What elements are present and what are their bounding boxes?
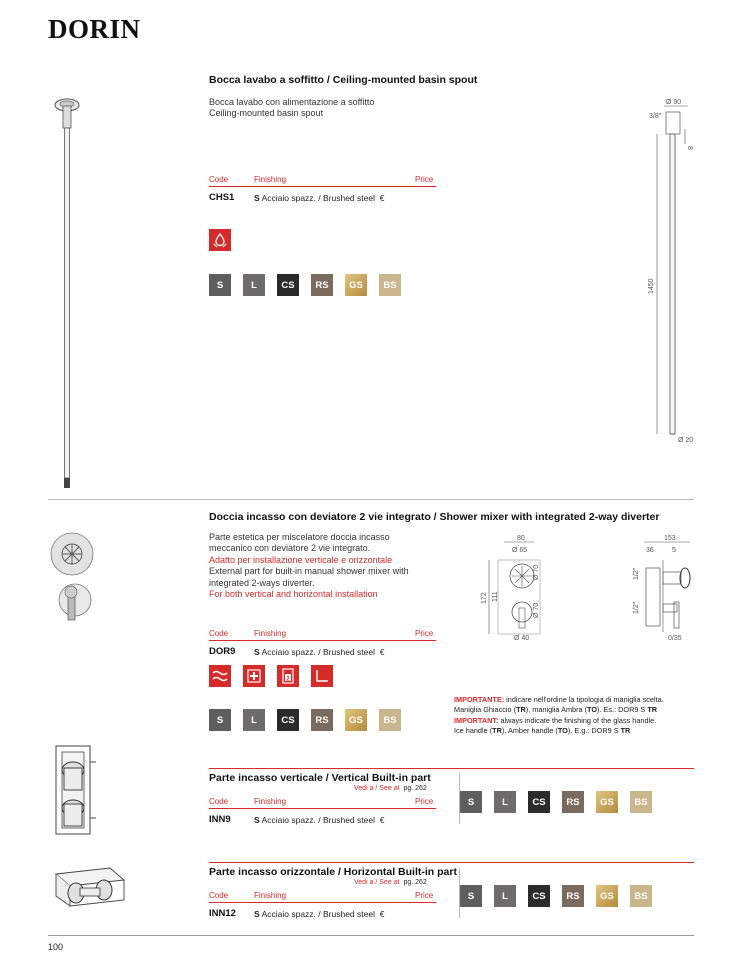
svg-text:111: 111 xyxy=(492,591,499,602)
section-divider xyxy=(48,499,694,500)
finish-swatch-s: S xyxy=(460,791,482,813)
product-description: Parte estetica per miscelatore doccia incasso meccanico con deviatore 2 vie integrato. Adatto per installazione verticale e orizzontale External part for built-in manual shower mixer with integrated 2-ways diverter. For both vertical and horizontal installation xyxy=(209,532,409,600)
finish-swatch-bs: BS xyxy=(630,791,652,813)
finishing-header: Finishing xyxy=(254,891,287,900)
code-header: Code xyxy=(209,175,229,184)
finish-swatches xyxy=(460,885,652,907)
finishing-value: S Acciaio spazz. / Brushed steel € xyxy=(254,815,385,825)
code-header: Code xyxy=(209,797,229,806)
section-divider xyxy=(209,862,694,863)
product-code: INN12 xyxy=(209,908,236,919)
svg-text:1/2": 1/2" xyxy=(633,567,640,580)
finish-swatch-l: L xyxy=(243,709,265,731)
important-note: IMPORTANTE: indicare nell'ordine la tipologia di maniglia scelta. Maniglia Ghiaccio (TR), maniglia Ambra (TO). Es.: DOR9 S TR IMPORTANT: always indicate the finishing of the glass handle. Ice handle (TR), Amber handle (TO). E.g.: DOR9 S TR xyxy=(454,695,664,735)
finish-swatches xyxy=(209,709,401,731)
thermostatic-icon xyxy=(209,665,231,687)
finish-swatches xyxy=(460,791,652,813)
finishing-header: Finishing xyxy=(254,797,287,806)
see-at-reference[interactable]: Vedi a / See at pg. 262 xyxy=(354,879,427,886)
svg-text:Ø 90: Ø 90 xyxy=(666,99,682,106)
price-header: Price xyxy=(415,797,434,806)
finish-swatch-bs: BS xyxy=(379,274,401,296)
svg-text:1450: 1450 xyxy=(648,278,655,294)
code-header: Code xyxy=(209,629,229,638)
finish-swatch-gs: GS xyxy=(596,885,618,907)
product-title: Doccia incasso con deviatore 2 vie integrato / Shower mixer with integrated 2-way diverter xyxy=(209,511,660,523)
svg-text:172: 172 xyxy=(481,592,488,604)
two-way-diverter-icon xyxy=(277,665,299,687)
finish-swatch-l: L xyxy=(494,885,516,907)
svg-text:Ø 20: Ø 20 xyxy=(678,437,694,444)
footer-divider xyxy=(48,935,694,936)
finish-swatch-bs: BS xyxy=(379,709,401,731)
svg-text:1/2": 1/2" xyxy=(633,601,640,614)
finish-swatch-gs: GS xyxy=(596,791,618,813)
ceiling-spout-image xyxy=(52,96,84,492)
section-divider xyxy=(209,768,694,769)
shower-mixer-image xyxy=(48,532,100,624)
product-code: INN9 xyxy=(209,814,231,825)
vertical-builtin-image xyxy=(50,742,100,842)
product-description: Bocca lavabo con alimentazione a soffitto Ceiling-mounted basin spout xyxy=(209,97,375,119)
finish-swatch-cs: CS xyxy=(277,709,299,731)
product-title: Parte incasso orizzontale / Horizontal Built-in part xyxy=(209,866,457,878)
finishing-value: S Acciaio spazz. / Brushed steel € xyxy=(254,193,385,203)
finish-swatch-l: L xyxy=(243,274,265,296)
svg-text:5: 5 xyxy=(672,547,676,554)
finishing-header: Finishing xyxy=(254,629,287,638)
svg-text:8: 8 xyxy=(686,146,693,150)
finish-swatch-gs: GS xyxy=(345,274,367,296)
header-divider xyxy=(209,186,436,187)
finishing-value: S Acciaio spazz. / Brushed steel € xyxy=(254,909,385,919)
finish-swatch-bs: BS xyxy=(630,885,652,907)
finish-swatch-s: S xyxy=(460,885,482,907)
see-at-reference[interactable]: Vedi a / See at pg. 262 xyxy=(354,785,427,792)
finish-swatch-rs: RS xyxy=(562,885,584,907)
svg-text:2: 2 xyxy=(286,676,290,683)
svg-text:Ø 70: Ø 70 xyxy=(533,564,540,580)
header-divider xyxy=(209,808,436,809)
horizontal-builtin-image xyxy=(50,860,130,912)
corner-installation-icon xyxy=(311,665,333,687)
header-divider xyxy=(209,902,436,903)
svg-text:3/8": 3/8" xyxy=(649,113,662,120)
technical-drawing-mixer-side xyxy=(628,532,694,644)
header-divider xyxy=(209,640,436,641)
water-drop-icon xyxy=(209,229,231,251)
product-code: CHS1 xyxy=(209,192,235,203)
finish-swatch-l: L xyxy=(494,791,516,813)
technical-drawing-spout xyxy=(630,96,702,452)
finish-swatch-rs: RS xyxy=(311,709,333,731)
code-header: Code xyxy=(209,891,229,900)
product-title: Parte incasso verticale / Vertical Built-in part xyxy=(209,772,431,784)
finish-swatch-cs: CS xyxy=(528,791,550,813)
finish-swatch-rs: RS xyxy=(562,791,584,813)
finishing-value: S Acciaio spazz. / Brushed steel € xyxy=(254,647,385,657)
price-header: Price xyxy=(415,891,434,900)
product-code: DOR9 xyxy=(209,646,236,657)
finish-swatch-cs: CS xyxy=(528,885,550,907)
svg-text:153: 153 xyxy=(664,535,676,542)
brand-logo: DORIN xyxy=(48,14,141,44)
svg-text:Ø 65: Ø 65 xyxy=(512,547,528,554)
technical-drawing-mixer-front xyxy=(476,532,556,642)
svg-text:80: 80 xyxy=(517,535,525,542)
finish-swatch-s: S xyxy=(209,274,231,296)
svg-text:Ø 40: Ø 40 xyxy=(514,635,530,642)
finish-swatch-cs: CS xyxy=(277,274,299,296)
svg-text:Ø 70: Ø 70 xyxy=(533,602,540,618)
price-header: Price xyxy=(415,629,434,638)
finish-swatch-s: S xyxy=(209,709,231,731)
finishing-header: Finishing xyxy=(254,175,287,184)
product-title: Bocca lavabo a soffitto / Ceiling-mounted basin spout xyxy=(209,74,478,86)
page-number: 100 xyxy=(48,942,64,952)
finish-swatch-gs: GS xyxy=(345,709,367,731)
svg-text:36: 36 xyxy=(646,547,654,554)
finish-swatches xyxy=(209,274,401,296)
price-header: Price xyxy=(415,175,434,184)
plus-installation-icon xyxy=(243,665,265,687)
finish-swatch-rs: RS xyxy=(311,274,333,296)
svg-text:0/35: 0/35 xyxy=(668,635,682,642)
